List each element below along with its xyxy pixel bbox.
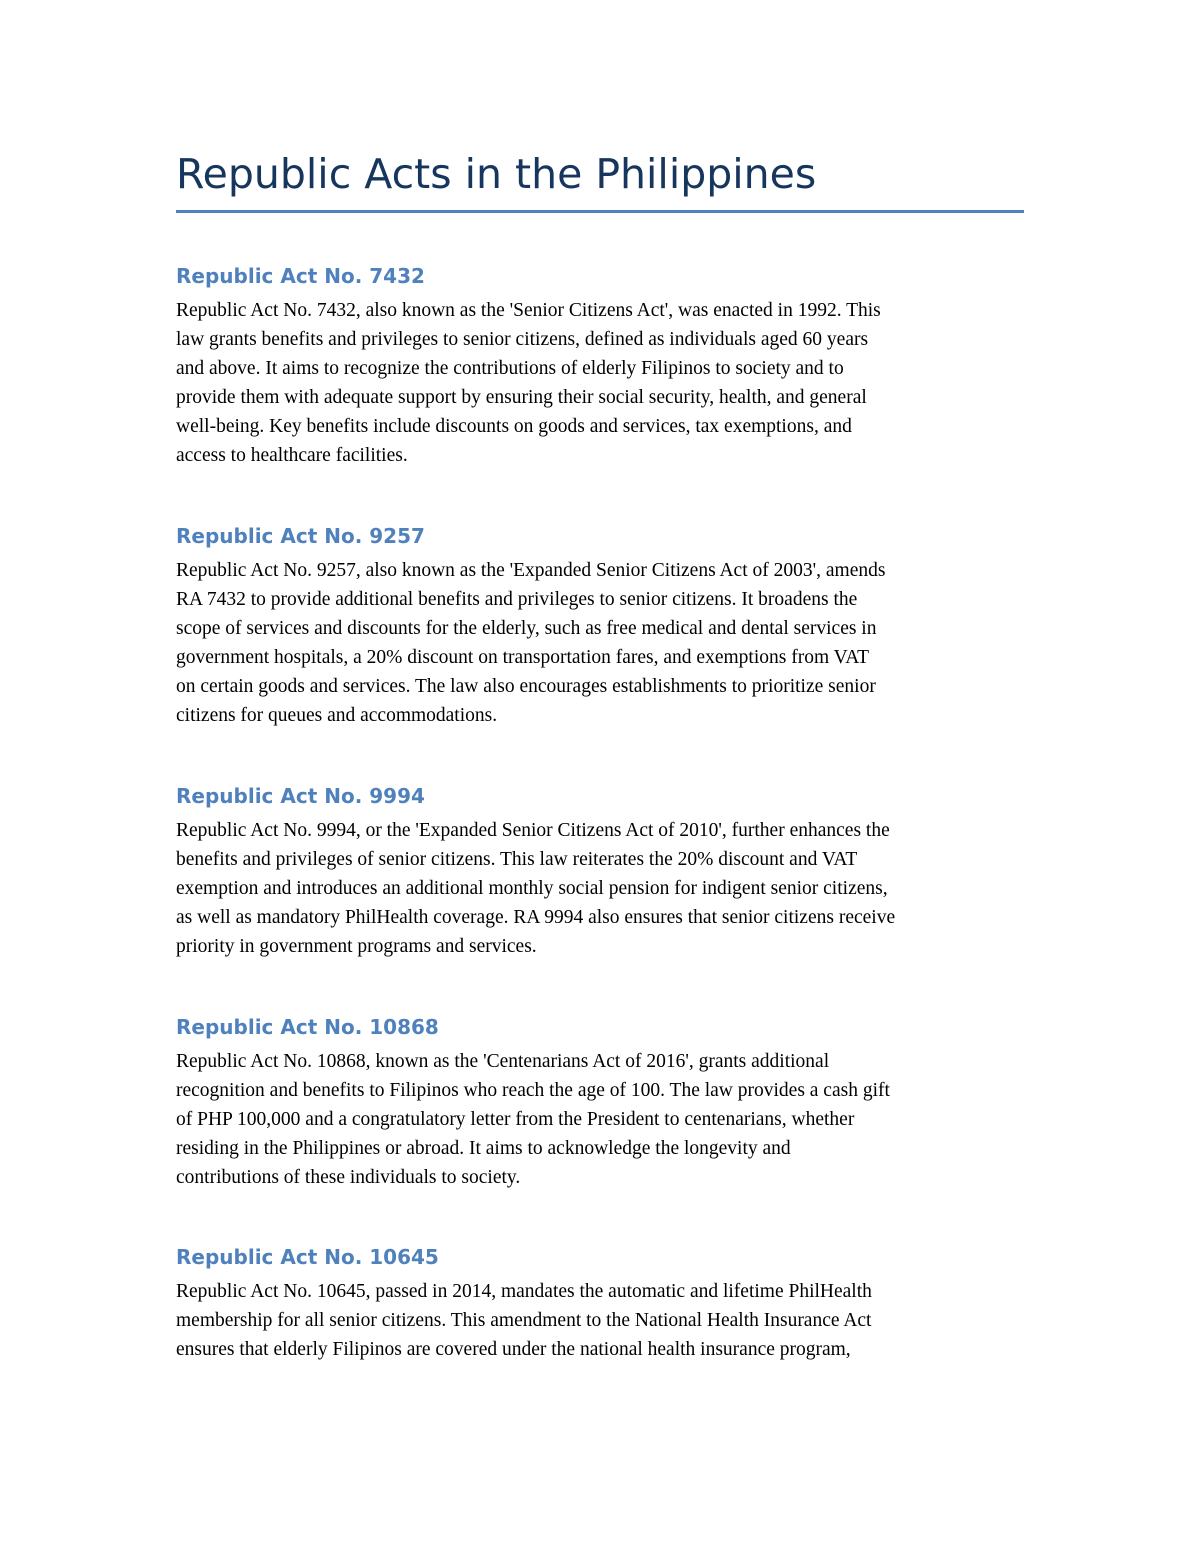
paragraph-line: and above. It aims to recognize the contributions of elderly Filipinos to society and to — [176, 358, 844, 379]
paragraph-line: contributions of these individuals to society. — [176, 1167, 521, 1188]
section-paragraph — [176, 1277, 1026, 1364]
paragraph-line: RA 7432 to provide additional benefits and privileges to senior citizens. It broadens the — [176, 589, 858, 610]
paragraph-line: citizens for queues and accommodations. — [176, 705, 498, 726]
paragraph-line: residing in the Philippines or abroad. It aims to acknowledge the longevity and — [176, 1138, 791, 1159]
paragraph-line: government hospitals, a 20% discount on transportation fares, and exemptions from VAT — [176, 647, 870, 668]
paragraph-line: on certain goods and services. The law also encourages establishments to prioritize senior — [176, 676, 876, 697]
paragraph-line: as well as mandatory PhilHealth coverage. RA 9994 also ensures that senior citizens receive — [176, 907, 896, 928]
section-ra-9994 — [176, 782, 1026, 961]
section-ra-9257 — [176, 522, 1026, 730]
paragraph-line: law grants benefits and privileges to senior citizens, defined as individuals aged 60 years — [176, 329, 869, 350]
paragraph-line: Republic Act No. 9994, or the 'Expanded Senior Citizens Act of 2010', further enhances the — [176, 820, 890, 841]
paragraph-line: membership for all senior citizens. This amendment to the National Health Insurance Act — [176, 1310, 872, 1331]
section-paragraph — [176, 1047, 1026, 1192]
section-heading: Republic Act No. 10868 — [176, 1015, 439, 1039]
section-heading: Republic Act No. 9257 — [176, 524, 425, 548]
paragraph-line: Republic Act No. 10645, passed in 2014, mandates the automatic and lifetime PhilHealth — [176, 1281, 872, 1302]
section-ra-7432 — [176, 262, 1026, 470]
paragraph-line: recognition and benefits to Filipinos who reach the age of 100. The law provides a cash gift — [176, 1080, 890, 1101]
section-heading: Republic Act No. 9994 — [176, 784, 425, 808]
paragraph-line: exemption and introduces an additional monthly social pension for indigent senior citizens, — [176, 878, 888, 899]
page-title: Republic Acts in the Philippines — [176, 150, 817, 198]
paragraph-line: benefits and privileges of senior citizens. This law reiterates the 20% discount and VAT — [176, 849, 858, 870]
paragraph-line: of PHP 100,000 and a congratulatory letter from the President to centenarians, whether — [176, 1109, 855, 1130]
paragraph-line: access to healthcare facilities. — [176, 445, 408, 466]
section-heading: Republic Act No. 10645 — [176, 1245, 439, 1269]
section-paragraph — [176, 816, 1026, 961]
paragraph-line: scope of services and discounts for the elderly, such as free medical and dental services in — [176, 618, 877, 639]
paragraph-line: provide them with adequate support by ensuring their social security, health, and general — [176, 387, 867, 408]
paragraph-line: Republic Act No. 9257, also known as the 'Expanded Senior Citizens Act of 2003', amends — [176, 560, 886, 581]
section-heading: Republic Act No. 7432 — [176, 264, 425, 288]
section-paragraph — [176, 556, 1026, 730]
paragraph-line: Republic Act No. 7432, also known as the 'Senior Citizens Act', was enacted in 1992. This — [176, 300, 881, 321]
section-ra-10645 — [176, 1243, 1026, 1364]
paragraph-line: priority in government programs and services. — [176, 936, 537, 957]
section-paragraph — [176, 296, 1026, 470]
section-ra-10868 — [176, 1013, 1026, 1192]
paragraph-line: Republic Act No. 10868, known as the 'Centenarians Act of 2016', grants additional — [176, 1051, 830, 1072]
title-underline-rule — [176, 210, 1024, 213]
paragraph-line: well-being. Key benefits include discounts on goods and services, tax exemptions, and — [176, 416, 852, 437]
paragraph-line: ensures that elderly Filipinos are covered under the national health insurance program, — [176, 1339, 851, 1360]
